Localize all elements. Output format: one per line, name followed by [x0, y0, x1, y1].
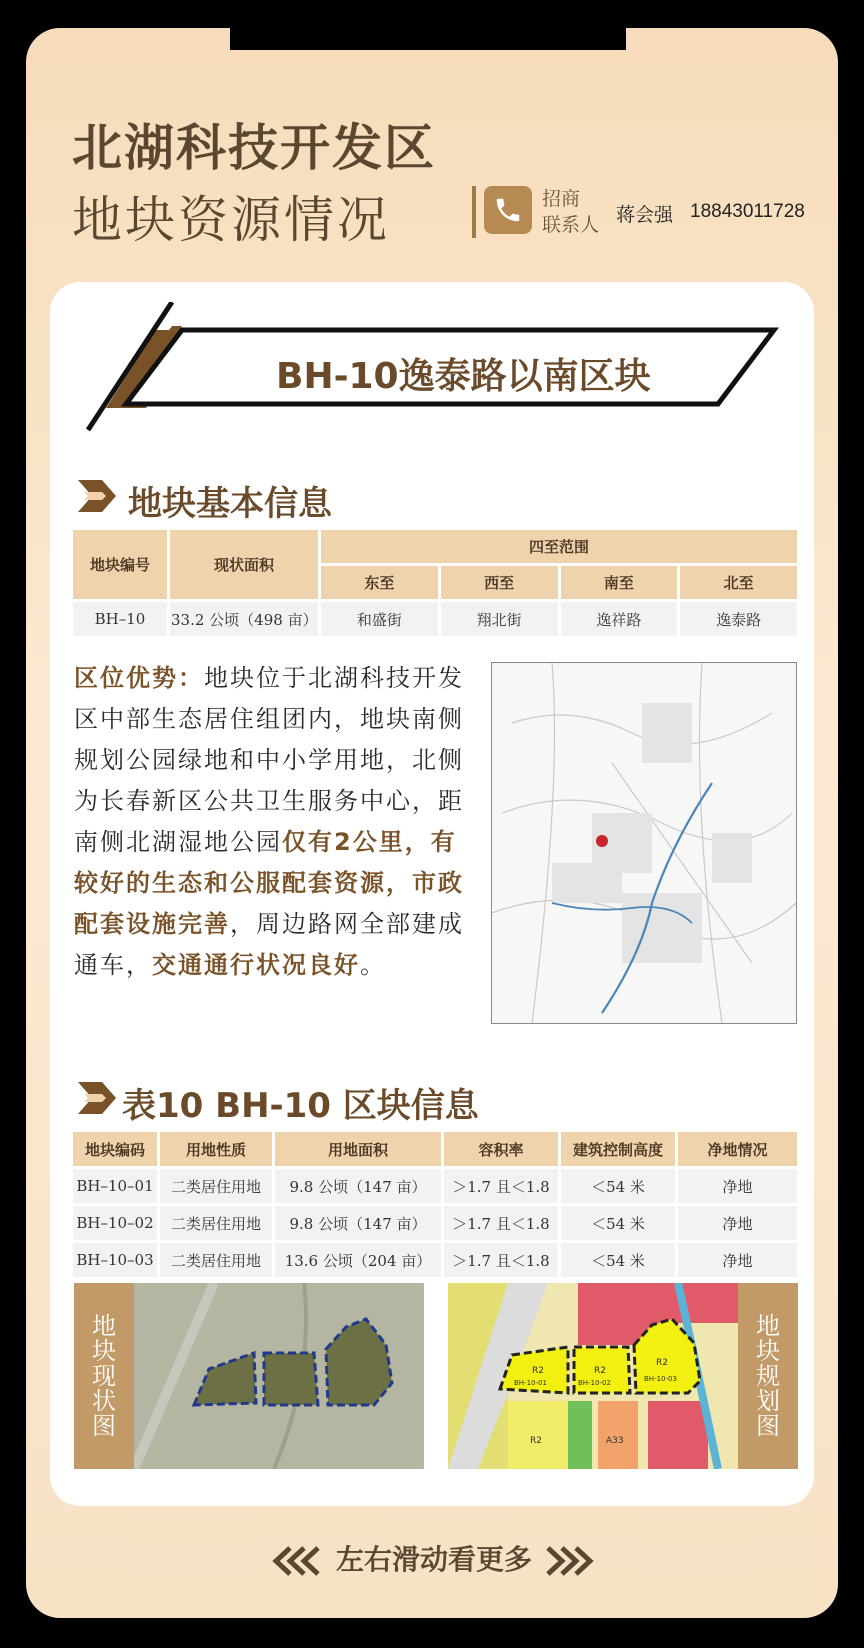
contact-phone[interactable]: 18843011728: [690, 201, 805, 222]
plan-tag-bh-10-02: BH-10-02: [578, 1379, 611, 1387]
cell-code: BH–10: [73, 602, 167, 636]
contact-name: 蒋会强: [616, 204, 674, 226]
cell-area: 33.2 公顷（498 亩）: [170, 602, 318, 636]
advantage-highlight-1: 仅有2公里，有较好的生态和公服配套资源，市政配套设施完善: [74, 828, 464, 938]
advantage-paragraph: [74, 658, 466, 986]
header-west: 西至: [441, 566, 558, 599]
cell: 9.8 公顷（147 亩）: [275, 1206, 441, 1240]
phone-icon[interactable]: [484, 186, 532, 234]
header-south: 南至: [561, 566, 678, 599]
header-north: 北至: [680, 566, 797, 599]
contact-label-line2: 联系人: [542, 214, 600, 236]
cell: ＞1.7 且＜1.8: [444, 1243, 558, 1277]
header-east: 东至: [321, 566, 438, 599]
table-row: [73, 1243, 797, 1277]
status-label-text: 地 块 现 状 图: [92, 1311, 116, 1440]
page-subtitle: 地块资源情况: [72, 191, 390, 249]
cell: ＞1.7 且＜1.8: [444, 1206, 558, 1240]
advantage-label: 区位优势：: [74, 664, 204, 692]
plan-label-text: 地 块 规 划 图: [756, 1311, 780, 1440]
section-chevron-icon: [78, 480, 118, 512]
cell: ＜54 米: [561, 1243, 675, 1277]
plan-tag-r2-1: R2: [532, 1366, 544, 1376]
plan-image: [448, 1283, 798, 1469]
status-image: [74, 1283, 424, 1469]
plan-tag-r2-3: R2: [656, 1358, 668, 1368]
cell: 9.8 公顷（147 亩）: [275, 1169, 441, 1203]
cell: 净地: [678, 1243, 797, 1277]
table-row: [73, 602, 797, 636]
cell: 13.6 公顷（204 亩）: [275, 1243, 441, 1277]
advantage-text-2: ，周边路网全部建成通车，: [74, 910, 464, 979]
plan-tag-bh-10-03: BH-10-03: [644, 1375, 677, 1383]
status-image-label: [74, 1283, 134, 1469]
header-code: 地块编号: [73, 530, 167, 599]
header-clearance: 净地情况: [678, 1132, 797, 1166]
section-title-block: 表10 BH-10 区块信息: [122, 1086, 479, 1126]
plan-image-label: [738, 1283, 798, 1469]
cell: 二类居住用地: [160, 1169, 272, 1203]
basic-info-table: [70, 527, 800, 639]
contact-divider: [472, 186, 476, 238]
contact-label: [542, 186, 599, 238]
contact-label-line1: 招商: [542, 188, 581, 210]
location-map: [491, 662, 797, 1024]
cell-south: 逸祥路: [561, 602, 678, 636]
header-far: 容积率: [444, 1132, 558, 1166]
advantage-highlight-2: 交通通行状况良好: [152, 951, 360, 979]
cell-west: 翔北街: [441, 602, 558, 636]
cell: 净地: [678, 1169, 797, 1203]
block-info-table: [70, 1129, 800, 1280]
cell: 二类居住用地: [160, 1206, 272, 1240]
table-row: [73, 1169, 797, 1203]
cell-north: 逸泰路: [680, 602, 797, 636]
cell: ＜54 米: [561, 1206, 675, 1240]
header-range: 四至范围: [321, 530, 797, 563]
header-height: 建筑控制高度: [561, 1132, 675, 1166]
header-area: 现状面积: [170, 530, 318, 599]
section-chevron-icon: [78, 1082, 118, 1114]
cell: 二类居住用地: [160, 1243, 272, 1277]
header-land-area: 用地面积: [275, 1132, 441, 1166]
table-row: [73, 1206, 797, 1240]
cell: BH–10–03: [73, 1243, 157, 1277]
cell: 净地: [678, 1206, 797, 1240]
advantage-text-3: 。: [360, 951, 386, 979]
page-title: 北湖科技开发区: [72, 119, 436, 177]
chevron-right-icon[interactable]: [542, 1546, 594, 1576]
cell: BH–10–01: [73, 1169, 157, 1203]
top-notch: [230, 28, 626, 50]
block-title: BH-10逸泰路以南区块: [276, 356, 651, 397]
chevron-left-icon[interactable]: [272, 1546, 324, 1576]
cell: BH–10–02: [73, 1206, 157, 1240]
slide-hint: 左右滑动看更多: [336, 1543, 533, 1576]
plan-tag-a33: A33: [606, 1436, 624, 1446]
cell-east: 和盛街: [321, 602, 438, 636]
section-title-basic: 地块基本信息: [128, 484, 332, 524]
plan-tag-r2-4: R2: [530, 1436, 542, 1446]
cell: ＜54 米: [561, 1169, 675, 1203]
header-land-use: 用地性质: [160, 1132, 272, 1166]
cell: ＞1.7 且＜1.8: [444, 1169, 558, 1203]
advantage-text-1: 地块位于北湖科技开发区中部生态居住组团内，地块南侧规划公园绿地和中小学用地，北侧为长春新区公共卫生服务中心，距南侧北湖湿地公园: [74, 664, 464, 856]
header-plot-code: 地块编码: [73, 1132, 157, 1166]
plan-tag-r2-2: R2: [594, 1366, 606, 1376]
plan-tag-bh-10-01: BH-10-01: [514, 1379, 547, 1387]
